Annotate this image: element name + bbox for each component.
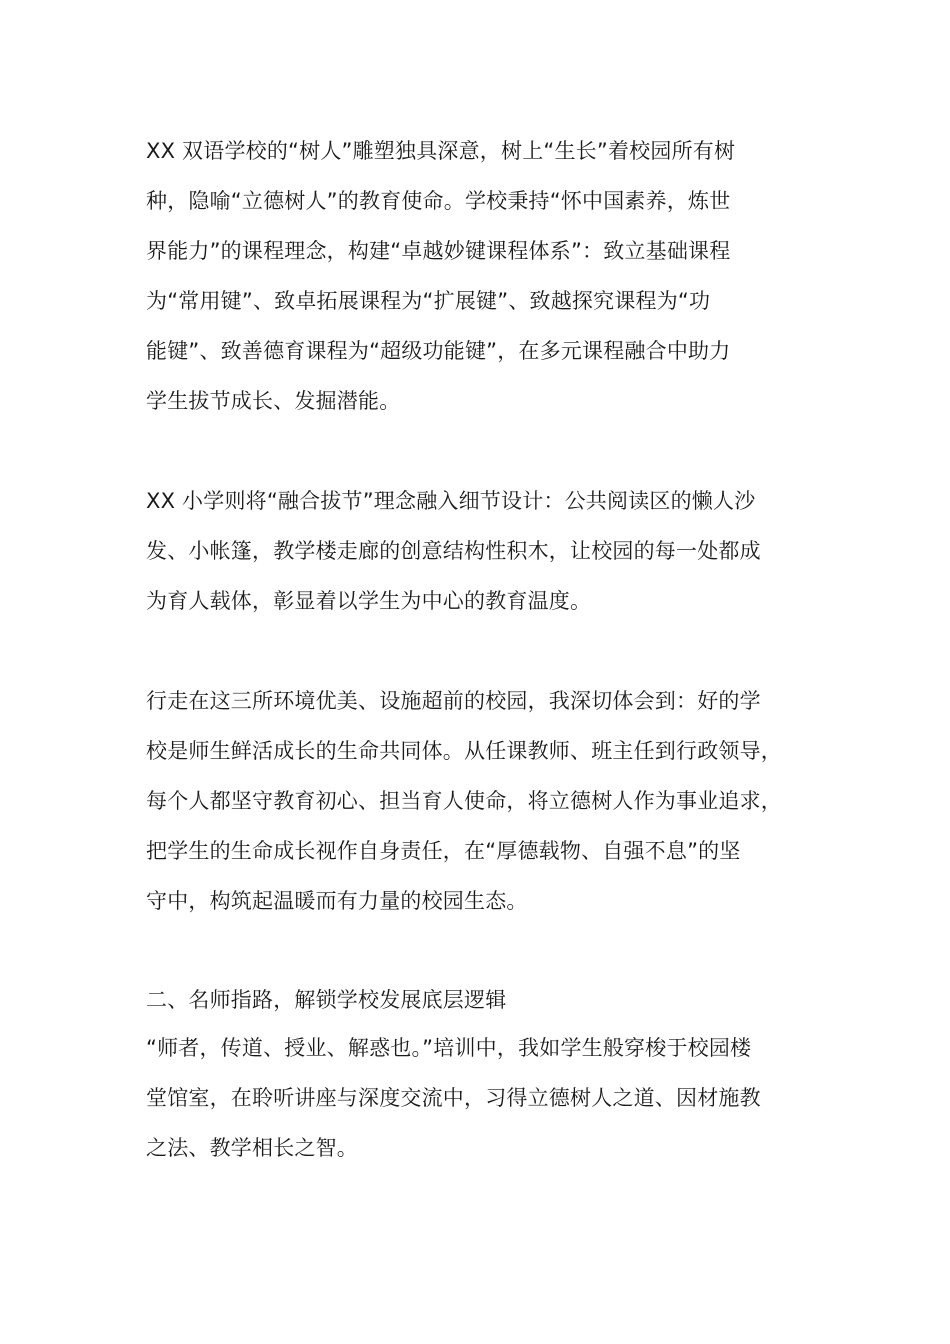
section-paragraph-line-3: 之法、教学相长之智。 [146,1136,358,1160]
paragraph-1-line-6: 学生拔节成长、发掘潜能。 [146,389,401,413]
paragraph-3-line-3: 每个人都坚守教育初心、担当育人使命，将立德树人作为事业追求， [146,789,782,813]
paragraph-1-line-2: 种，隐喻“立德树人”的教育使命。学校秉持“怀中国素养，炼世 [146,189,731,213]
paragraph-2-line-2: 发、小帐篷，教学楼走廊的创意结构性积木，让校园的每一处都成 [146,539,761,563]
paragraph-1-line-4: 为“常用键”、致卓拓展课程为“扩展键”、致越探究课程为“功 [146,289,711,313]
paragraph-1-line-3: 界能力”的课程理念，构建“卓越妙键课程体系”：致立基础课程 [146,239,731,263]
paragraph-3-line-5: 守中，构筑起温暖而有力量的校园生态。 [146,889,528,913]
section-paragraph-line-1: “师者，传道、授业、解惑也。”培训中，我如学生般穿梭于校园楼 [146,1036,752,1060]
paragraph-1-line-5: 能键”、致善德育课程为“超级功能键”，在多元课程融合中助力 [146,339,731,363]
paragraph-3-line-1: 行走在这三所环境优美、设施超前的校园，我深切体会到：好的学 [146,689,761,713]
paragraph-2-line-3: 为育人载体，彰显着以学生为中心的教育温度。 [146,589,592,613]
paragraph-1-line-1: XX 双语学校的“树人”雕塑独具深意，树上“生长”着校园所有树 [146,139,736,163]
section-heading: 二、名师指路，解锁学校发展底层逻辑 [146,988,507,1012]
paragraph-3-line-4: 把学生的生命成长视作自身责任，在“厚德载物、自强不息”的坚 [146,839,741,863]
paragraph-3-line-2: 校是师生鲜活成长的生命共同体。从任课教师、班主任到行政领导， [146,739,782,763]
section-paragraph-line-2: 堂馆室，在聆听讲座与深度交流中，习得立德树人之道、因材施教 [146,1086,761,1110]
paragraph-2-line-1: XX 小学则将“融合拔节”理念融入细节设计：公共阅读区的懒人沙 [146,489,756,513]
